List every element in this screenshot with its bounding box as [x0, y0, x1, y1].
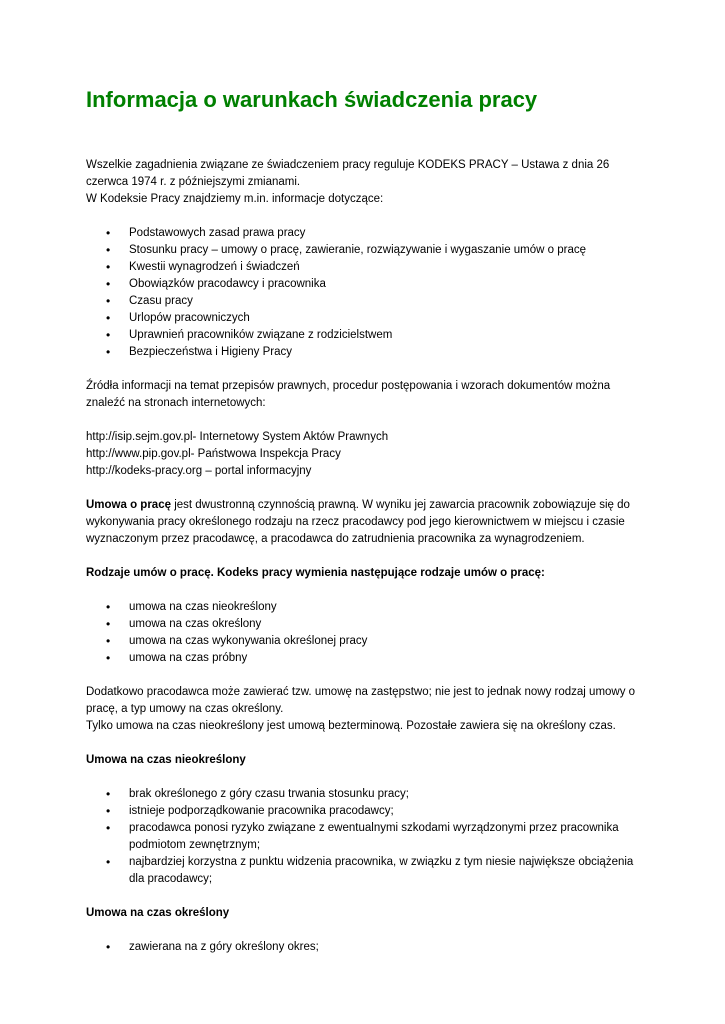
list-item: • umowa na czas wykonywania określonej pracy	[86, 633, 646, 650]
document-body	[86, 86, 646, 973]
list-item: • Urlopów pracowniczych	[86, 310, 646, 327]
list-item: • Obowiązków pracodawcy i pracownika	[86, 276, 646, 293]
contract-types-list	[86, 599, 646, 667]
link-isip[interactable]: http://isip.sejm.gov.pl- Internetowy System Aktów Prawnych	[86, 431, 389, 443]
list-item: • Uprawnień pracowników związane z rodzicielstwem	[86, 327, 646, 344]
list-item: • umowa na czas nieokreślony	[86, 599, 646, 616]
topics-list	[86, 225, 646, 361]
list-item: • brak określonego z góry czasu trwania stosunku pracy;	[86, 786, 646, 803]
list-item: • istnieje podporządkowanie pracownika pracodawcy;	[86, 803, 646, 820]
indefinite-heading: Umowa na czas nieokreślony	[86, 754, 246, 766]
intro-paragraph: Wszelkie zagadnienia związane ze świadczeniem pracy reguluje KODEKS PRACY – Ustawa z dnia 26 czerwca 1974 r. z późniejszymi zmianami.	[86, 159, 610, 188]
sources-intro: Źródła informacji na temat przepisów prawnych, procedur postępowania i wzorach dokumentów można znaleźć na stronach internetowych:	[86, 380, 611, 409]
list-item: • umowa na czas próbny	[86, 650, 646, 667]
contract-definition-text: jest dwustronną czynnością prawną. W wyniku jej zawarcia pracownik zobowiązuje się do wykonywania pracy określonego rodzaju na rzecz pracodawcy pod jego kierownictwem w miejscu i czasie wyznaczonym przez pracodawcę, a pracodawca do zatrudnienia pracownika za wynagrodzeniem.	[86, 499, 630, 545]
list-item: • pracodawca ponosi ryzyko związane z ewentualnymi szkodami wyrządzonymi przez pracownika podmiotom zewnętrznym;	[86, 820, 646, 854]
list-item: • Kwestii wynagrodzeń i świadczeń	[86, 259, 646, 276]
list-item: • Czasu pracy	[86, 293, 646, 310]
substitution-note: Dodatkowo pracodawca może zawierać tzw. umowę na zastępstwo; nie jest to jednak nowy rodzaj umowy o pracę, a typ umowy na czas określony.	[86, 686, 636, 715]
indefinite-note: Tylko umowa na czas nieokreślony jest umową bezterminową. Pozostałe zawiera się na określony czas.	[86, 720, 616, 732]
list-item: • Bezpieczeństwa i Higieny Pracy	[86, 344, 646, 361]
link-pip[interactable]: http://www.pip.gov.pl- Państwowa Inspekcja Pracy	[86, 448, 341, 460]
intro-paragraph-2: W Kodeksie Pracy znajdziemy m.in. informacje dotyczące:	[86, 193, 384, 205]
document-title: Informacja o warunkach świadczenia pracy	[86, 87, 538, 112]
list-item: • Podstawowych zasad prawa pracy	[86, 225, 646, 242]
list-item: • najbardziej korzystna z punktu widzenia pracownika, w związku z tym niesie największe obciążenia dla pracodawcy;	[86, 854, 646, 888]
contract-definition-term: Umowa o pracę	[86, 499, 171, 511]
link-kodeks-pracy[interactable]: http://kodeks-pracy.org – portal informacyjny	[86, 465, 312, 477]
indefinite-list	[86, 786, 646, 888]
links-block	[86, 429, 646, 480]
contract-types-heading: Rodzaje umów o pracę. Kodeks pracy wymienia następujące rodzaje umów o pracę:	[86, 567, 545, 579]
list-item: • zawierana na z góry określony okres;	[86, 939, 646, 956]
fixed-term-list	[86, 939, 646, 956]
list-item: • umowa na czas określony	[86, 616, 646, 633]
contract-definition	[86, 497, 646, 548]
fixed-term-heading: Umowa na czas określony	[86, 907, 230, 919]
list-item: • Stosunku pracy – umowy o pracę, zawieranie, rozwiązywanie i wygaszanie umów o pracę	[86, 242, 646, 259]
